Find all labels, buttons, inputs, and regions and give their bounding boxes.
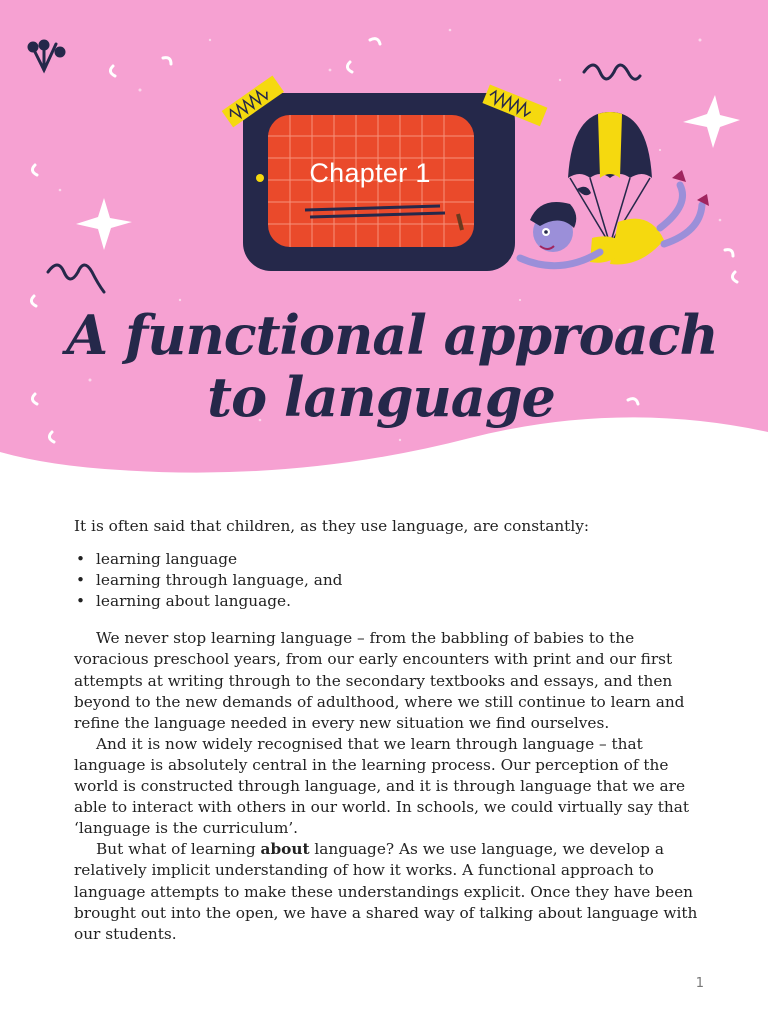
bullet-list (74, 549, 702, 612)
paragraph-3-text-start: But what of learning (96, 840, 261, 859)
bullet-item: • learning about language. (74, 591, 702, 612)
chapter-body (74, 516, 702, 945)
paragraph-3-text-end: language? As we use language, we develop a relatively implicit understanding of how it works. A functional approach to language attempts to make these understandings explicit. Once they have been brought out into the open, we have a shared way of talking about language with our students. (74, 840, 698, 943)
intro-paragraph: It is often said that children, as they use language, are constantly: (74, 517, 590, 535)
body-paragraph-2: And it is now widely recognised that we learn through language – that language is absolutely central in the learning process. Our perception of the world is constructed through language, and it is through language that we are able to interact with others in our world. In schools, we could virtually say that ‘language is the curriculum’. (74, 734, 689, 838)
chapter-title-line-2: to language (207, 365, 555, 429)
body-paragraph-1: We never stop learning language – from the babbling of babies to the voracious preschool years, from our early encounters with print and our first attempts at writing through to the secondary textbooks and essays, and then beyond to the new demands of adulthood, where we still continue to learn and refine the language needed in every new situation we find ourselves. (74, 629, 685, 732)
bullet-item: • learning through language, and (74, 570, 702, 591)
body-paragraph-3 (74, 839, 702, 944)
emphasis-about: about (260, 840, 310, 859)
bullet-item: • learning language (74, 549, 702, 570)
chapter-label: Chapter 1 (309, 158, 431, 188)
chapter-title-line-1: A functional approach (66, 303, 718, 367)
page-number: 1 (695, 976, 704, 991)
chapter-header (0, 0, 768, 490)
